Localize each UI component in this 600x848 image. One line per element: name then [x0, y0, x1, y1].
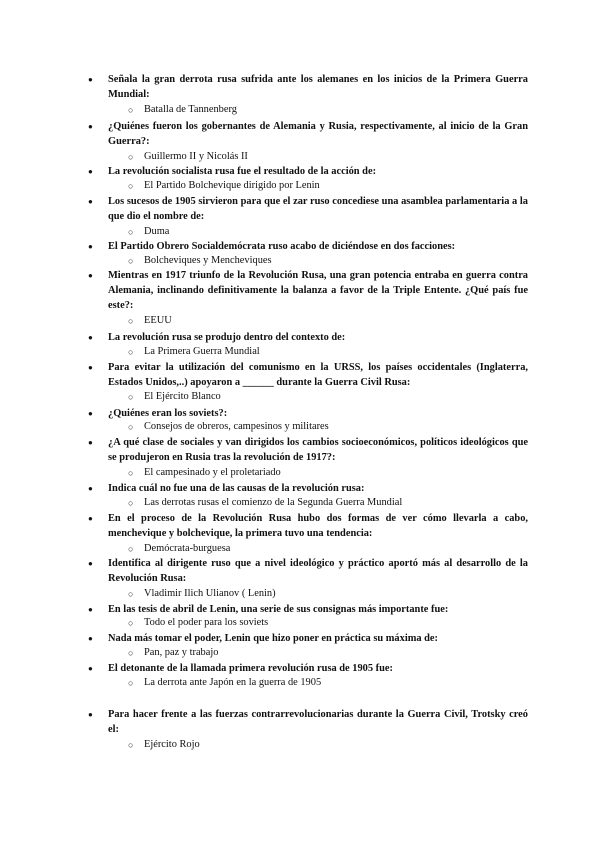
answer-item: ○ Pan, paz y trabajo	[144, 646, 524, 660]
question-item: ● Identifica al dirigente ruso que a nivel ideológico y práctico aportó más al desarrollo de la Revolución Rusa:	[108, 556, 528, 586]
question-item: ● Para evitar la utilización del comunismo en la URSS, los países occidentales (Inglaterra, Estados Unidos,..) apoyaron a ______ durante la Guerra Civil Rusa:	[108, 360, 528, 390]
question-item: ● La revolución rusa se produjo dentro del contexto de:	[108, 330, 528, 345]
question-item: ● ¿Quiénes eran los soviets?:	[108, 406, 528, 421]
question-item: ● El Partido Obrero Socialdemócrata ruso acabo de diciéndose en dos facciones:	[108, 239, 528, 254]
answer-item: ○ La derrota ante Japón en la guerra de 1905	[144, 676, 524, 690]
question-item: ● En las tesis de abril de Lenin, una serie de sus consignas más importante fue:	[108, 602, 528, 617]
answer-item: ○ La Primera Guerra Mundial	[144, 345, 524, 359]
question-item: ● Nada más tomar el poder, Lenin que hizo poner en práctica su máxima de:	[108, 631, 528, 646]
question-item: ● Indica cuál no fue una de las causas de la revolución rusa:	[108, 481, 528, 496]
answer-item: ○ Duma	[144, 225, 524, 239]
question-item: ● Los sucesos de 1905 sirvieron para que el zar ruso concediese una asamblea parlamentaria a la que dio el nombre de:	[108, 194, 528, 224]
answer-item: ○ El Ejército Blanco	[144, 390, 524, 404]
question-item: ● Señala la gran derrota rusa sufrida ante los alemanes en los inicios de la Primera Guerra Mundial:	[108, 72, 528, 102]
question-item: ● En el proceso de la Revolución Rusa hubo dos formas de ver cómo llevarla a cabo, menchevique y bolchevique, la primera tuvo una tendencia:	[108, 511, 528, 541]
answer-item: ○ Bolcheviques y Mencheviques	[144, 254, 524, 268]
question-item: ● ¿Quiénes fueron los gobernantes de Alemania y Rusia, respectivamente, al inicio de la Gran Guerra?:	[108, 119, 528, 149]
answer-item: ○ Las derrotas rusas el comienzo de la Segunda Guerra Mundial	[144, 496, 524, 510]
answer-item: ○ Ejército Rojo	[144, 738, 524, 752]
answer-item: ○ Batalla de Tannenberg	[144, 103, 524, 117]
answer-item: ○ El campesinado y el proletariado	[144, 466, 524, 480]
answer-item: ○ Todo el poder para los soviets	[144, 616, 524, 630]
question-item: ● Para hacer frente a las fuerzas contrarrevolucionarias durante la Guerra Civil, Trotsky creó el:	[108, 707, 528, 737]
answer-item: ○ EEUU	[144, 314, 524, 328]
answer-item: ○ El Partido Bolchevique dirigido por Lenin	[144, 179, 524, 193]
question-item: ● ¿A qué clase de sociales y van dirigidos los cambios socioeconómicos, políticos ideológicos que se produjeron en Rusia tras la revolución de 1917?:	[108, 435, 528, 465]
answer-item: ○ Guillermo II y Nicolás II	[144, 150, 524, 164]
question-item: ● Mientras en 1917 triunfo de la Revolución Rusa, una gran potencia entraba en guerra contra Alemania, inclinando definitivamente la balanza a favor de la Triple Entente. ¿Qué país fue este?:	[108, 268, 528, 313]
answer-item: ○ Demócrata-burguesa	[144, 542, 524, 556]
question-item: ● El detonante de la llamada primera revolución rusa de 1905 fue:	[108, 661, 528, 676]
question-item: ● La revolución socialista rusa fue el resultado de la acción de:	[108, 164, 528, 179]
answer-item: ○ Consejos de obreros, campesinos y militares	[144, 420, 524, 434]
answer-item: ○ Vladimir Ilich Ulianov ( Lenin)	[144, 587, 524, 601]
